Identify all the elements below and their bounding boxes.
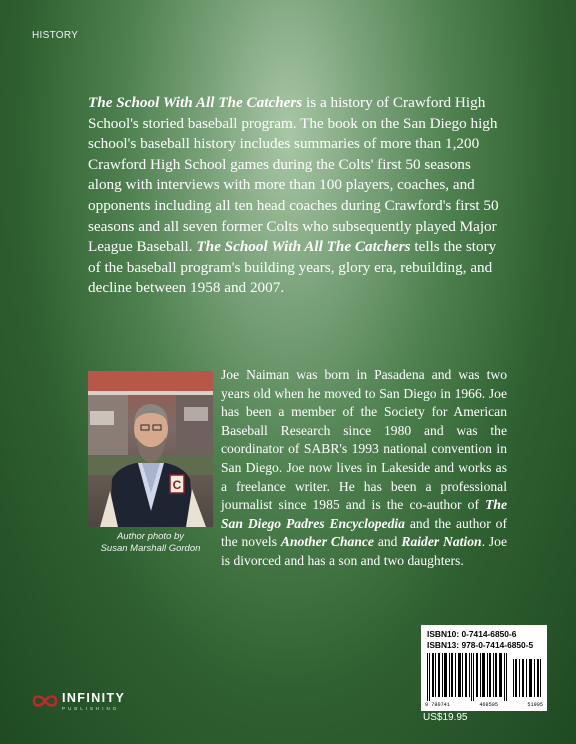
caption-line-2: Susan Marshall Gordon	[100, 543, 201, 554]
caption-line-1: Author photo by	[116, 531, 185, 542]
bio-text-3: and	[373, 534, 402, 550]
book-description	[88, 93, 506, 299]
bio-text-2: and the author of the novels	[221, 515, 507, 550]
bio-text-4: . Joe is divorced and has a son and two daughters.	[221, 534, 507, 568]
barcode-digits	[425, 702, 543, 708]
svg-text:C: C	[172, 478, 182, 492]
bio-book-2: Another Chance	[280, 534, 374, 550]
barcode	[421, 625, 547, 711]
author-photo	[88, 371, 213, 527]
publisher-logo	[31, 691, 125, 711]
isbn13: ISBN13: 978-0-7414-6850-5	[427, 639, 534, 650]
description-text-1: is a history of Crawford High School's storied baseball program. The book on the San Diego high school's baseball history includes summaries of more than 1,200 Crawford High School games during the Colts' first 50 seasons along with interviews with more than 100 players, coaches, and opponents including all ten head coaches during Crawford's first 50 seasons and all seven former Colts who subsequently played Major League Baseball.	[88, 94, 499, 256]
book-title-repeat: The School With All The Catchers	[196, 238, 411, 256]
photo-caption	[88, 531, 213, 555]
book-title: The School With All The Catchers	[88, 94, 303, 111]
isbn-block	[421, 625, 547, 650]
description-text-2: tells the story of the baseball program's building years, glory era, rebuilding, and decline between 1958 and 2007.	[88, 238, 497, 297]
isbn10: ISBN10: 0-7414-6850-6	[427, 629, 517, 639]
bio-book-1: The San Diego Padres Encyclopedia	[221, 497, 507, 531]
infinity-logo-icon	[31, 693, 59, 709]
barcode-bars	[425, 653, 543, 701]
publisher-name: INFINITY	[62, 691, 126, 705]
barcode-digits-mid: 468505	[479, 702, 498, 708]
category-label: HISTORY	[32, 30, 79, 41]
author-bio	[221, 366, 507, 571]
bio-book-3: Raider Nation	[401, 534, 482, 550]
price-label: US$19.95	[423, 712, 468, 723]
publisher-sub: PUBLISHING	[62, 706, 120, 711]
bio-text-1: Joe Naiman was born in Pasadena and was two years old when he moved to San Diego in 1966. Joe has been a member of the Society for American Baseball Research since 1980 and was the coordinator of SABR's 1993 national convention in San Diego. Joe now lives in Lakeside and works as a freelance writer. He has been a professional journalist since 1985 and is the co-author of	[221, 367, 507, 513]
author-photo-illustration	[88, 371, 213, 527]
barcode-digits-right: 51995	[527, 702, 543, 708]
barcode-digits-left: 9 780741	[425, 702, 450, 708]
